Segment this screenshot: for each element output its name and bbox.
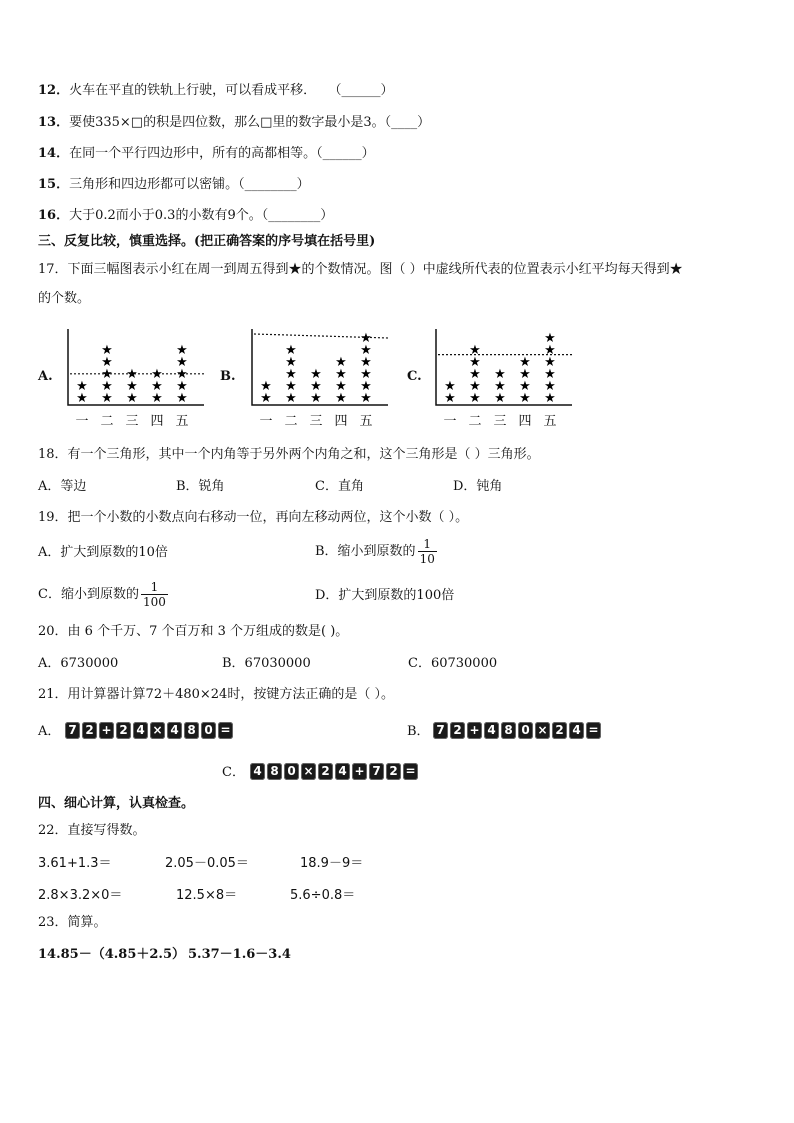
option-b[interactable]: B．67030000 [222, 656, 311, 671]
star-mark: ★ [285, 355, 297, 370]
calculator-key: 0 [518, 722, 533, 739]
question-text: 大于0.2而小于0.3的小数有9个。 [69, 208, 262, 223]
day-label: 三 [493, 414, 507, 429]
calculator-key: 2 [552, 722, 567, 739]
question-number: 13． [38, 115, 70, 130]
star-mark: ★ [176, 367, 188, 382]
day-label: 五 [359, 414, 373, 429]
question-number: 14． [38, 146, 70, 161]
day-label: 二 [100, 414, 114, 429]
question-number: 15． [38, 177, 70, 192]
chart-c [430, 325, 580, 435]
question-number: 12． [38, 83, 70, 98]
star-mark: ★ [176, 391, 188, 406]
question-23-stem: 23．简算。 [38, 915, 107, 930]
question-text: 要使335×□的积是四位数，那么□里的数字最小是3。 [69, 115, 385, 130]
calculator-key: + [352, 763, 367, 780]
answer-blank[interactable]: （________） [238, 177, 310, 192]
chart-b-label[interactable]: B. [220, 369, 236, 384]
day-label: 一 [75, 414, 89, 429]
star-mark: ★ [310, 391, 322, 406]
option-b[interactable] [315, 537, 437, 566]
option-b-label[interactable]: B． [407, 724, 430, 739]
star-mark: ★ [176, 343, 188, 358]
star-mark: ★ [310, 379, 322, 394]
option-c-label[interactable]: C． [222, 765, 245, 780]
star-mark: ★ [444, 391, 456, 406]
answer-blank[interactable]: （____） [384, 115, 431, 130]
option-b-text: B．缩小到原数的 [315, 544, 416, 559]
answer-blank[interactable]: （______） [328, 83, 394, 98]
option-c[interactable] [38, 580, 168, 609]
calculator-key: 2 [82, 722, 97, 739]
star-mark: ★ [335, 391, 347, 406]
question-text: 在同一个平行四边形中，所有的高都相等。 [69, 146, 317, 161]
star-mark: ★ [76, 379, 88, 394]
star-mark: ★ [469, 343, 481, 358]
calc-item: 3.61+1.3＝ [38, 856, 112, 871]
star-mark: ★ [494, 379, 506, 394]
star-mark: ★ [544, 391, 556, 406]
option-a[interactable]: A．扩大到原数的10倍 [38, 545, 168, 560]
fraction-numerator: 1 [418, 537, 437, 552]
star-mark: ★ [285, 343, 297, 358]
star-mark: ★ [285, 391, 297, 406]
calculator-key: 2 [386, 763, 401, 780]
option-a[interactable]: A．6730000 [38, 656, 119, 671]
star-mark: ★ [101, 379, 113, 394]
star-mark: ★ [260, 379, 272, 394]
star-mark: ★ [469, 355, 481, 370]
star-mark: ★ [360, 331, 372, 346]
star-mark: ★ [101, 355, 113, 370]
star-mark: ★ [544, 355, 556, 370]
question-number: 16． [38, 208, 70, 223]
question-18-stem: 18．有一个三角形，其中一个内角等于另外两个内角之和，这个三角形是（ ）三角形。 [38, 447, 540, 462]
star-mark: ★ [469, 379, 481, 394]
option-c-text: C．缩小到原数的 [38, 587, 139, 602]
star-mark: ★ [76, 391, 88, 406]
star-mark: ★ [360, 367, 372, 382]
question-12 [38, 82, 394, 100]
fraction-denominator: 100 [142, 595, 166, 609]
question-14 [38, 145, 375, 163]
star-mark: ★ [101, 367, 113, 382]
question-text: 三角形和四边形都可以密铺。 [69, 177, 239, 192]
calculator-key: 2 [116, 722, 131, 739]
question-21-stem: 21．用计算器计算72＋480×24时，按键方法正确的是（ ）。 [38, 687, 394, 702]
calculator-key: 0 [284, 763, 299, 780]
calc-item: 2.05－0.05＝ [165, 856, 249, 871]
star-mark: ★ [360, 343, 372, 358]
day-label: 四 [334, 414, 348, 429]
chart-b [246, 325, 396, 435]
calculator-keys-b [433, 722, 601, 739]
question-16 [38, 207, 333, 225]
question-22-stem: 22．直接写得数。 [38, 823, 146, 838]
star-mark: ★ [544, 331, 556, 346]
option-c[interactable]: C．直角 [315, 479, 364, 494]
fraction [418, 537, 437, 566]
star-mark: ★ [101, 391, 113, 406]
star-mark: ★ [544, 343, 556, 358]
option-c[interactable]: C．60730000 [408, 656, 498, 671]
chart-a-label[interactable]: A. [38, 369, 53, 384]
calculator-key: 4 [133, 722, 148, 739]
star-mark: ★ [494, 391, 506, 406]
star-mark: ★ [494, 367, 506, 382]
calculator-key: × [301, 763, 316, 780]
answer-blank[interactable]: （________） [261, 208, 334, 223]
star-mark: ★ [126, 367, 138, 382]
calculator-key: 8 [184, 722, 199, 739]
calculator-key: 4 [167, 722, 182, 739]
calc-item: 5.6÷0.8＝ [290, 888, 356, 903]
day-label: 二 [468, 414, 482, 429]
star-mark: ★ [469, 367, 481, 382]
star-mark: ★ [469, 391, 481, 406]
star-mark: ★ [151, 379, 163, 394]
star-mark: ★ [444, 379, 456, 394]
calc-item: 12.5×8＝ [176, 888, 238, 903]
question-20-stem: 20．由 6 个千万、7 个百万和 3 个万组成的数是( )。 [38, 624, 349, 639]
day-label: 三 [309, 414, 323, 429]
calculator-key: 7 [433, 722, 448, 739]
fraction-numerator: 1 [141, 580, 168, 595]
star-mark: ★ [544, 367, 556, 382]
star-mark: ★ [126, 379, 138, 394]
section-heading-3: 三、反复比较，慎重选择。(把正确答案的序号填在括号里) [38, 234, 376, 249]
star-mark: ★ [335, 379, 347, 394]
star-mark: ★ [335, 355, 347, 370]
calculator-key: 4 [335, 763, 350, 780]
day-label: 一 [443, 414, 457, 429]
section-heading-4: 四、细心计算，认真检查。 [38, 796, 195, 811]
day-label: 三 [125, 414, 139, 429]
option-a-label[interactable]: A． [38, 724, 61, 739]
calculator-key: 4 [569, 722, 584, 739]
calculator-key: = [403, 763, 418, 780]
star-mark: ★ [285, 367, 297, 382]
calculator-key: 0 [201, 722, 216, 739]
option-d[interactable]: D．扩大到原数的100倍 [315, 588, 455, 603]
day-label: 五 [543, 414, 557, 429]
calculator-key: × [150, 722, 165, 739]
fraction-denominator: 10 [419, 552, 435, 566]
star-mark: ★ [151, 391, 163, 406]
calc-item: 2.8×3.2×0＝ [38, 888, 123, 903]
calculator-key: 8 [267, 763, 282, 780]
star-mark: ★ [101, 343, 113, 358]
calculator-key: 2 [450, 722, 465, 739]
question-13 [38, 114, 430, 132]
star-mark: ★ [176, 379, 188, 394]
star-mark: ★ [519, 391, 531, 406]
calculator-key: 8 [501, 722, 516, 739]
calc-item: 14.85－（4.85＋2.5） [38, 947, 185, 962]
calculator-keys-c [250, 763, 418, 780]
star-mark: ★ [285, 379, 297, 394]
star-mark: ★ [335, 367, 347, 382]
calculator-key: = [218, 722, 233, 739]
day-label: 四 [518, 414, 532, 429]
calculator-key: 7 [65, 722, 80, 739]
calculator-keys-a [65, 722, 233, 739]
star-mark: ★ [360, 355, 372, 370]
star-mark: ★ [544, 379, 556, 394]
calculator-key: = [586, 722, 601, 739]
calculator-key: 2 [318, 763, 333, 780]
chart-c-label[interactable]: C. [407, 369, 422, 384]
calculator-key: × [535, 722, 550, 739]
answer-blank[interactable]: （______） [316, 146, 375, 161]
star-mark: ★ [310, 367, 322, 382]
question-19-stem: 19．把一个小数的小数点向右移动一位，再向左移动两位，这个小数（ ）。 [38, 510, 469, 525]
day-label: 二 [284, 414, 298, 429]
option-a[interactable]: A．等边 [38, 479, 87, 494]
chart-a [62, 325, 212, 435]
calculator-key: + [467, 722, 482, 739]
star-mark: ★ [151, 367, 163, 382]
day-label: 四 [150, 414, 164, 429]
calculator-key: 7 [369, 763, 384, 780]
calculator-key: + [99, 722, 114, 739]
star-mark: ★ [176, 355, 188, 370]
question-text: 火车在平直的铁轨上行驶，可以看成平移． [69, 83, 317, 98]
calc-item: 18.9－9＝ [300, 856, 364, 871]
fraction [141, 580, 168, 609]
calculator-key: 4 [250, 763, 265, 780]
star-mark: ★ [260, 391, 272, 406]
question-15 [38, 176, 310, 194]
star-mark: ★ [126, 391, 138, 406]
star-mark: ★ [519, 355, 531, 370]
question-17-stem-cont: 的个数。 [38, 291, 91, 306]
calc-item: 5.37－1.6－3.4 [188, 947, 291, 962]
day-label: 一 [259, 414, 273, 429]
question-17-stem: 17．下面三幅图表示小红在周一到周五得到★的个数情况。图（ ）中虚线所代表的位置表示小红平均每天得到★ [38, 262, 683, 277]
calculator-key: 4 [484, 722, 499, 739]
star-mark: ★ [360, 391, 372, 406]
star-mark: ★ [519, 367, 531, 382]
option-b[interactable]: B．锐角 [176, 479, 225, 494]
star-mark: ★ [519, 379, 531, 394]
option-d[interactable]: D．钝角 [453, 479, 503, 494]
day-label: 五 [175, 414, 189, 429]
star-mark: ★ [360, 379, 372, 394]
